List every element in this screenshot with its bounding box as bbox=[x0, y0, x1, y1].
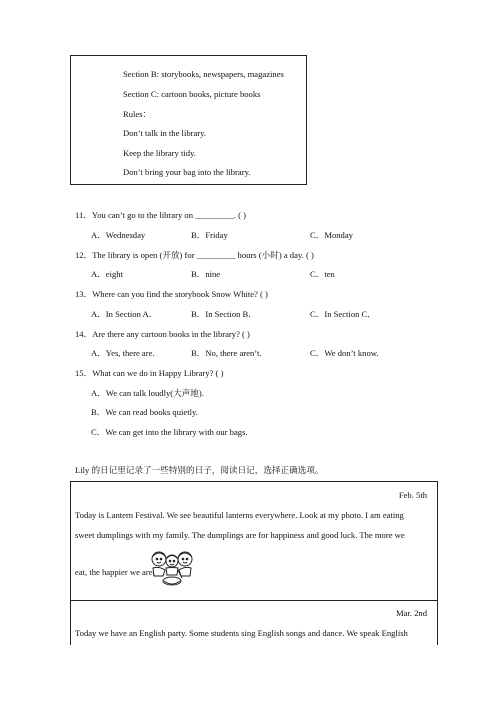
option-c[interactable]: C．ten bbox=[310, 269, 335, 279]
option-a[interactable]: A．In Section A． bbox=[91, 309, 158, 319]
option-b[interactable]: B．In Section B． bbox=[191, 309, 257, 319]
diary-line: Today is Lantern Festival. We see beautiful lanterns everywhere. Look at my photo. I am eating bbox=[75, 510, 404, 520]
option-c[interactable]: C．Monday bbox=[310, 230, 353, 240]
question-stem: 14．Are there any cartoon books in the library? ( ) bbox=[75, 329, 250, 339]
option-c[interactable]: C．We don’t know. bbox=[310, 348, 379, 358]
option-a[interactable]: A．eight bbox=[91, 269, 123, 279]
notice-line: Rules： bbox=[123, 109, 152, 119]
notice-line: Don’t bring your bag into the library. bbox=[123, 167, 251, 177]
option-b[interactable]: B．No, there aren’t. bbox=[191, 348, 262, 358]
diary-divider bbox=[70, 600, 437, 601]
diary-line: sweet dumplings with my family. The dumplings are for happiness and good luck. The more we bbox=[75, 530, 405, 540]
question-stem: 11．You can’t go to the library on _________. ( ) bbox=[75, 210, 246, 220]
option-c[interactable]: C．We can get into the library with our bags. bbox=[91, 427, 248, 437]
option-a[interactable]: A．Yes, there are. bbox=[91, 348, 155, 358]
option-b[interactable]: B．Friday bbox=[191, 230, 228, 240]
option-a[interactable]: A．We can talk loudly(大声地). bbox=[91, 388, 204, 398]
question-stem: 13．Where can you find the storybook Snow White? ( ) bbox=[75, 289, 268, 299]
option-c[interactable]: C．In Section C． bbox=[310, 309, 376, 319]
notice-line: Keep the library tidy. bbox=[123, 148, 196, 158]
option-b[interactable]: B．We can read books quietly. bbox=[91, 407, 198, 417]
diary-date: Mar. 2nd bbox=[395, 608, 427, 618]
diary-instructions: Lily 的日记里记录了一些特别的日子，阅读日记，选择正确选项。 bbox=[75, 465, 324, 475]
family-eating-dumplings-icon bbox=[148, 548, 196, 588]
option-b[interactable]: B．nine bbox=[191, 269, 221, 279]
notice-line: Section B: storybooks, newspapers, magazines bbox=[123, 69, 284, 79]
diary-date: Feb. 5th bbox=[398, 490, 427, 500]
diary-line: eat, the happier we are. bbox=[75, 567, 155, 577]
notice-line: Section C: cartoon books, picture books bbox=[123, 89, 261, 99]
diary-box bbox=[70, 481, 438, 645]
notice-line: Don’t talk in the library. bbox=[123, 128, 207, 138]
question-stem: 15．What can we do in Happy Library? ( ) bbox=[75, 368, 224, 378]
option-a[interactable]: A．Wednesday bbox=[91, 230, 146, 240]
diary-line: Today we have an English party. Some students sing English songs and dance. We speak English bbox=[75, 628, 408, 638]
question-stem: 12．The library is open (开放) for _________ hours (小时) a day. ( ) bbox=[75, 250, 314, 260]
